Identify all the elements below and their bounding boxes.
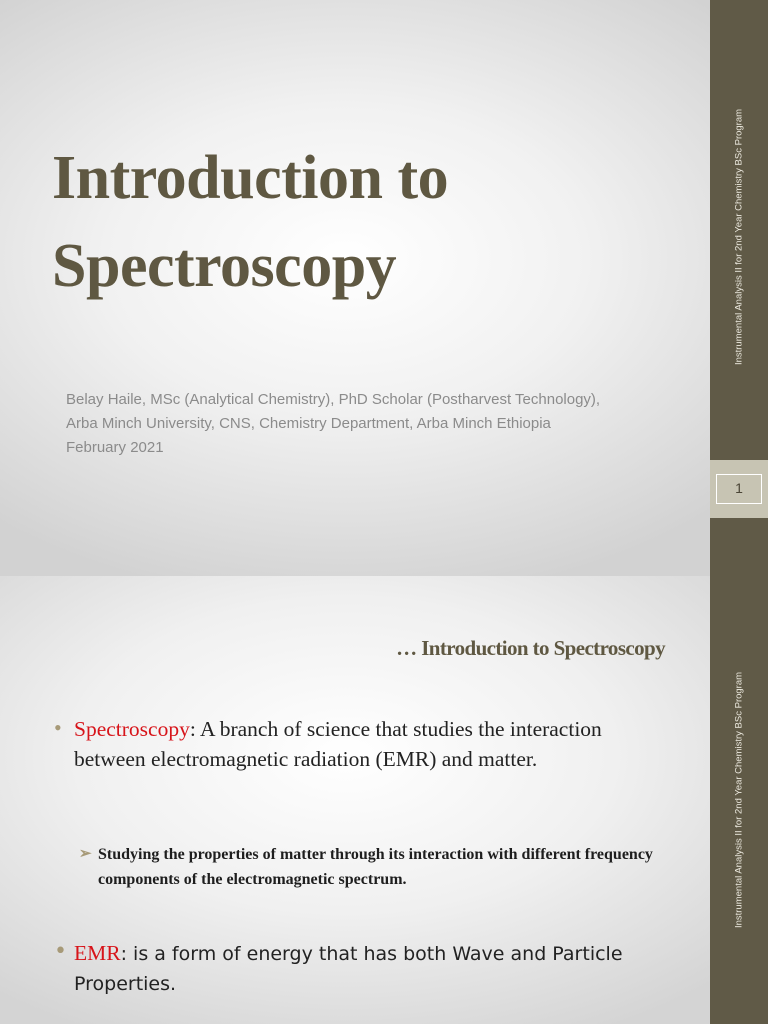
bullet-dot-icon: • — [54, 939, 67, 964]
bullet-emr — [54, 938, 674, 999]
subtitle-line-date: February 2021 — [66, 439, 164, 456]
subtitle-line-author: Belay Haile, MSc (Analytical Chemistry), PhD Scholar (Postharvest Technology), — [66, 391, 601, 408]
sub-bullet-properties — [79, 842, 679, 892]
bullet-spectroscopy — [54, 714, 674, 774]
bullet-text: : is a form of energy that has both Wave and Particle Properties. — [74, 943, 623, 995]
arrow-bullet-icon: ➢ — [79, 846, 92, 862]
subtitle-line-affiliation: Arba Minch University, CNS, Chemistry Department, Arba Minch Ethiopia — [66, 415, 551, 432]
side-course-text: Instrumental Analysis II for 2nd Year Chemistry BSc Program — [733, 671, 745, 929]
slide-number-band — [710, 460, 768, 518]
slide-number: 1 — [716, 474, 762, 504]
side-course-label — [710, 576, 768, 1024]
sub-bullet-text: Studying the properties of matter through its interaction with different frequency components of the electromagnetic spectrum. — [98, 846, 653, 888]
bullet-text: : A branch of science that studies the interaction between electromagnetic radiation (EMR) and matter. — [74, 717, 602, 771]
bullet-body — [74, 714, 674, 774]
slide-heading: … Introduction to Spectroscopy — [396, 636, 665, 660]
side-course-label — [710, 0, 768, 460]
content-slide — [0, 576, 768, 1024]
side-course-text: Instrumental Analysis II for 2nd Year Chemistry BSc Program — [733, 108, 745, 366]
bullet-body — [74, 938, 674, 999]
bullet-dot-icon: • — [54, 715, 62, 740]
bullet-term: EMR — [74, 941, 121, 965]
bullet-term: Spectroscopy — [74, 717, 190, 741]
slide-subtitle — [66, 388, 686, 460]
slide-title: Introduction to Spectroscopy — [52, 144, 449, 300]
